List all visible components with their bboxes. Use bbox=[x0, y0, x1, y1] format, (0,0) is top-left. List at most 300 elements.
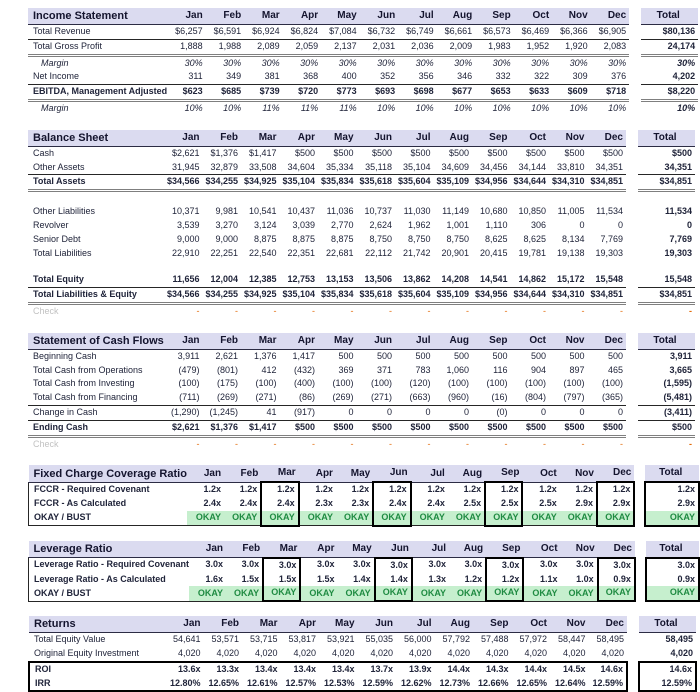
cell-value: $500 bbox=[549, 420, 588, 436]
cell-value: 35,118 bbox=[357, 161, 396, 175]
column-gap bbox=[626, 303, 638, 318]
cell-value: $500 bbox=[280, 420, 319, 436]
column-gap bbox=[635, 541, 646, 558]
cell-value: 2.4x bbox=[373, 497, 410, 511]
cell-value: (120) bbox=[409, 378, 431, 389]
cell-value: (663) bbox=[395, 391, 434, 405]
cell-value: - bbox=[466, 305, 469, 316]
column-gap bbox=[635, 558, 646, 573]
row-label: Total Assets bbox=[28, 175, 164, 191]
column-header: Apr bbox=[280, 130, 319, 147]
row-total: 3,911 bbox=[669, 350, 692, 361]
cell-value: 400 bbox=[321, 70, 360, 84]
cell-value: 352 bbox=[360, 70, 399, 84]
cell-value: 1.2x bbox=[539, 484, 557, 495]
column-header: Mar bbox=[263, 541, 300, 558]
cell-value: 1.2x bbox=[373, 482, 410, 497]
row-total: 14.6x bbox=[639, 662, 696, 677]
cell-value: 500 bbox=[415, 350, 431, 361]
cell-value: 1,962 bbox=[407, 219, 431, 230]
column-gap bbox=[635, 573, 646, 587]
column-header: Jan bbox=[165, 616, 204, 633]
column-header: May bbox=[318, 333, 357, 350]
cell-value: 15,172 bbox=[549, 273, 588, 287]
column-header: Apr bbox=[283, 8, 322, 25]
cell-value: $685 bbox=[206, 85, 245, 101]
row-total: 7,769 bbox=[669, 233, 692, 244]
section-header-row bbox=[29, 541, 700, 558]
cell-value: - bbox=[620, 305, 623, 316]
row-total: OKAY bbox=[645, 511, 699, 526]
row-label: Other Liabilities bbox=[33, 206, 96, 217]
cell-value: - bbox=[350, 438, 354, 449]
cell-value: 0 bbox=[617, 219, 623, 230]
cell-value: 1.2x bbox=[239, 484, 258, 495]
cell-value: 3,911 bbox=[177, 350, 200, 361]
cell-value: 10,371 bbox=[171, 206, 200, 217]
column-gap bbox=[626, 405, 638, 420]
column-header: Jul bbox=[395, 333, 434, 350]
row-label: OKAY / BUST bbox=[29, 586, 190, 601]
cell-value: (271) bbox=[357, 391, 396, 405]
row-total: $80,136 bbox=[641, 25, 698, 40]
column-header: Jun bbox=[373, 465, 410, 482]
cell-value: $34,644 bbox=[511, 288, 550, 304]
table-row bbox=[28, 219, 695, 233]
table-row bbox=[28, 405, 695, 420]
cell-value: - bbox=[196, 438, 200, 449]
column-header: May bbox=[319, 616, 358, 633]
cell-value: 4,020 bbox=[447, 647, 470, 658]
section-header-row bbox=[28, 8, 698, 25]
cell-value: $35,834 bbox=[318, 175, 357, 191]
cell-value: - bbox=[504, 305, 508, 316]
column-header: May bbox=[321, 8, 360, 25]
row-label: Total Liabilities bbox=[33, 247, 92, 258]
row-total: 34,351 bbox=[638, 161, 695, 175]
cell-value: 13.4x bbox=[319, 662, 358, 677]
row-label: Leverage Ratio - Required Covenant bbox=[29, 558, 190, 573]
column-header: Jul bbox=[395, 130, 434, 147]
cell-value: 13.4x bbox=[242, 662, 281, 677]
column-header: Jul bbox=[396, 616, 435, 633]
cell-value: $6,591 bbox=[206, 25, 245, 40]
cell-value: 22,112 bbox=[365, 247, 392, 258]
cell-value: 2.4x bbox=[427, 498, 445, 509]
column-header: Nov bbox=[552, 8, 591, 25]
cell-value: $35,109 bbox=[434, 175, 473, 191]
cell-value: 1.1x bbox=[540, 573, 558, 584]
cell-value: 1,376 bbox=[253, 350, 277, 361]
total-column-header: Total bbox=[641, 8, 698, 25]
cell-value: 30% bbox=[569, 57, 588, 68]
cell-value: 34,609 bbox=[434, 161, 473, 175]
column-header: Nov bbox=[549, 333, 588, 350]
cell-value: 12,753 bbox=[280, 273, 319, 287]
row-label: OKAY / BUST bbox=[29, 511, 187, 526]
column-header: Feb bbox=[203, 130, 242, 147]
column-gap bbox=[627, 662, 639, 677]
cell-value: 30% bbox=[608, 57, 627, 68]
column-header: May bbox=[338, 541, 375, 558]
cell-value: (797) bbox=[549, 391, 588, 405]
cell-value: 13.6x bbox=[165, 662, 204, 677]
cell-value: 19,781 bbox=[518, 247, 546, 258]
column-header: Jan bbox=[164, 333, 203, 350]
cell-value: 22,910 bbox=[171, 247, 200, 258]
cell-value: 21,742 bbox=[402, 247, 431, 258]
table-row bbox=[28, 349, 695, 363]
table-row bbox=[28, 70, 698, 84]
cell-value: 13,153 bbox=[318, 273, 357, 287]
cell-value: $500 bbox=[371, 147, 392, 158]
section-title: Balance Sheet bbox=[28, 130, 164, 147]
cell-value: 1.2x bbox=[261, 482, 298, 497]
cell-value: OKAY bbox=[411, 511, 448, 526]
cell-value: - bbox=[543, 438, 546, 449]
cell-value: 0 bbox=[395, 405, 434, 420]
cell-value: 4,020 bbox=[408, 647, 432, 658]
cell-value: $500 bbox=[448, 147, 469, 158]
cell-value: 14.6x bbox=[589, 662, 628, 677]
cell-value: 11% bbox=[300, 102, 319, 113]
cell-value: 10% bbox=[608, 102, 627, 113]
column-gap bbox=[629, 25, 641, 40]
column-header: Dec bbox=[589, 616, 628, 633]
cell-value: (711) bbox=[164, 391, 203, 405]
cell-value: 12,004 bbox=[203, 273, 242, 287]
cell-value: 30% bbox=[223, 57, 242, 68]
cell-value: $6,824 bbox=[283, 25, 322, 40]
cell-value: 465 bbox=[607, 364, 623, 375]
cell-value: 1.4x bbox=[375, 573, 412, 587]
column-gap bbox=[635, 586, 646, 601]
cell-value: 4,020 bbox=[293, 647, 316, 658]
cell-value: 11,005 bbox=[557, 206, 585, 217]
cell-value: 1,110 bbox=[485, 219, 508, 230]
cell-value: 13,862 bbox=[395, 273, 434, 287]
cell-value: $500 bbox=[395, 420, 434, 436]
row-total: 0.9x bbox=[646, 573, 699, 587]
row-label: Revolver bbox=[33, 219, 69, 230]
cell-value: OKAY bbox=[375, 586, 412, 601]
column-header: Aug bbox=[435, 616, 474, 633]
cell-value: 8,875 bbox=[330, 233, 354, 244]
cell-value: $7,084 bbox=[321, 25, 360, 40]
cell-value: 2,009 bbox=[437, 39, 476, 55]
cell-value: 1,001 bbox=[446, 219, 469, 230]
cell-value: 35,104 bbox=[395, 161, 434, 175]
cell-value: (100) bbox=[255, 378, 277, 389]
cell-value: 11,036 bbox=[326, 206, 354, 217]
column-header: Nov bbox=[560, 465, 597, 482]
cell-value: $34,925 bbox=[241, 288, 280, 304]
column-gap bbox=[626, 436, 638, 451]
row-label: Margin bbox=[41, 102, 69, 113]
cell-value: $6,732 bbox=[360, 25, 399, 40]
cell-value: (804) bbox=[511, 391, 550, 405]
cell-value: 1.2x bbox=[203, 484, 222, 495]
row-label: Margin bbox=[41, 57, 69, 68]
cell-value: 14,862 bbox=[511, 273, 550, 287]
column-header: Mar bbox=[244, 8, 283, 25]
cell-value: 1,988 bbox=[206, 39, 245, 55]
column-header: Feb bbox=[226, 541, 263, 558]
table-row bbox=[28, 420, 695, 436]
total-column-header: Total bbox=[645, 465, 699, 482]
cell-value: OKAY bbox=[336, 511, 373, 526]
column-header: Jun bbox=[360, 8, 399, 25]
cell-value: (917) bbox=[280, 405, 319, 420]
cell-value: 30% bbox=[338, 57, 357, 68]
cell-value: 10% bbox=[569, 102, 588, 113]
cell-value: - bbox=[350, 305, 354, 316]
cell-value: 13.4x bbox=[281, 662, 320, 677]
column-gap bbox=[629, 85, 641, 101]
cell-value: 8,875 bbox=[292, 233, 315, 244]
column-gap bbox=[626, 333, 638, 350]
cell-value: - bbox=[427, 438, 431, 449]
total-column-header: Total bbox=[639, 616, 696, 633]
row-label: Check bbox=[33, 305, 59, 316]
section-title: Statement of Cash Flows bbox=[28, 333, 164, 350]
column-header: Feb bbox=[204, 616, 243, 633]
cell-value: 8,750 bbox=[446, 233, 469, 244]
column-gap bbox=[634, 482, 645, 497]
cell-value: 20,901 bbox=[441, 247, 469, 258]
cell-value: 10,737 bbox=[364, 206, 392, 217]
column-header: Oct bbox=[523, 541, 560, 558]
cell-value: 500 bbox=[530, 350, 546, 361]
column-header: Mar bbox=[241, 130, 280, 147]
cell-value: $34,566 bbox=[164, 175, 203, 191]
cell-value: 309 bbox=[552, 70, 591, 84]
cell-value: 20,415 bbox=[479, 247, 508, 258]
cell-value: 22,681 bbox=[325, 247, 354, 258]
cell-value: $718 bbox=[591, 85, 630, 101]
table-row bbox=[28, 25, 698, 40]
cell-value: 1.2x bbox=[486, 573, 523, 587]
cell-value: OKAY bbox=[561, 586, 598, 601]
cell-value: 3.0x bbox=[428, 559, 447, 570]
cell-value: 3.0x bbox=[317, 559, 335, 570]
cell-value: 1,060 bbox=[446, 364, 469, 375]
column-header: May bbox=[318, 130, 357, 147]
table-row bbox=[28, 161, 695, 175]
column-header: Aug bbox=[449, 541, 486, 558]
table-row bbox=[28, 55, 698, 70]
column-gap bbox=[626, 420, 638, 436]
cell-value: $35,104 bbox=[280, 175, 319, 191]
cell-value: 8,875 bbox=[253, 233, 277, 244]
cell-value: 3.0x bbox=[375, 558, 412, 573]
cell-value: 2,137 bbox=[321, 39, 360, 55]
cell-value: $609 bbox=[552, 85, 591, 101]
row-total: 58,495 bbox=[665, 634, 693, 645]
section-header-row bbox=[28, 333, 695, 350]
cell-value: 10% bbox=[454, 102, 473, 113]
cell-value: 58,495 bbox=[596, 634, 624, 645]
cell-value: 9,000 bbox=[176, 233, 200, 244]
row-total: OKAY bbox=[646, 586, 699, 601]
cell-value: $500 bbox=[294, 147, 315, 158]
table-row bbox=[28, 377, 695, 391]
cell-value: $6,661 bbox=[437, 25, 476, 40]
cell-value: 55,035 bbox=[365, 634, 393, 645]
column-header: Jun bbox=[375, 541, 412, 558]
cell-value: 9,981 bbox=[215, 206, 238, 217]
cell-value: $500 bbox=[410, 147, 431, 158]
cell-value: 500 bbox=[453, 350, 469, 361]
cell-value: $500 bbox=[487, 147, 508, 158]
cell-value: 30% bbox=[377, 57, 396, 68]
row-label: Cash bbox=[33, 147, 55, 158]
cell-value: $1,376 bbox=[203, 420, 242, 436]
column-header: Oct bbox=[511, 333, 550, 350]
column-header: Jan bbox=[187, 465, 224, 482]
column-gap bbox=[626, 233, 638, 247]
cell-value: 30% bbox=[184, 57, 203, 68]
row-label: Total Equity Value bbox=[34, 634, 106, 645]
section-cash-flows bbox=[28, 333, 695, 452]
cell-value: 2,624 bbox=[369, 219, 392, 230]
cell-value: 2,083 bbox=[591, 39, 630, 55]
column-header: Nov bbox=[549, 130, 588, 147]
cell-value: 783 bbox=[415, 364, 431, 375]
cell-value: (271) bbox=[241, 391, 280, 405]
cell-value: 2,059 bbox=[283, 39, 322, 55]
cell-value: 4,020 bbox=[485, 647, 509, 658]
cell-value: OKAY bbox=[189, 586, 226, 601]
cell-value: 12.80% bbox=[165, 677, 204, 692]
cell-value: 2.4x bbox=[261, 497, 298, 511]
cell-value: OKAY bbox=[299, 511, 336, 526]
column-gap bbox=[629, 8, 641, 25]
cell-value: 8,134 bbox=[561, 233, 585, 244]
cell-value: $500 bbox=[318, 420, 357, 436]
cell-value: $698 bbox=[398, 85, 437, 101]
cell-value: 2,036 bbox=[398, 39, 437, 55]
column-header: Jan bbox=[189, 541, 226, 558]
cell-value: - bbox=[504, 438, 508, 449]
cell-value: - bbox=[620, 438, 623, 449]
column-gap bbox=[626, 288, 638, 304]
section-header-row bbox=[28, 130, 695, 147]
cell-value: 3.0x bbox=[353, 559, 371, 570]
row-total: $34,851 bbox=[638, 175, 695, 191]
cell-value: 2.4x bbox=[203, 498, 222, 509]
cell-value: OKAY bbox=[560, 511, 597, 526]
row-label: Total Cash from Operations bbox=[33, 364, 143, 375]
column-gap bbox=[626, 130, 638, 147]
row-label: Ending Cash bbox=[28, 420, 164, 436]
row-total: $34,851 bbox=[638, 288, 695, 304]
row-label: Change in Cash bbox=[28, 405, 164, 420]
cell-value: 4,020 bbox=[601, 647, 624, 658]
column-header: Apr bbox=[299, 465, 336, 482]
cell-value: 41 bbox=[241, 405, 280, 420]
cell-value: 10,680 bbox=[479, 206, 508, 217]
cell-value: 30% bbox=[454, 57, 473, 68]
column-gap bbox=[626, 364, 638, 378]
cell-value: (269) bbox=[203, 391, 242, 405]
cell-value: - bbox=[196, 305, 200, 316]
cell-value: 10% bbox=[184, 102, 203, 113]
cell-value: 1.5x bbox=[263, 573, 300, 587]
cell-value: 1.2x bbox=[485, 482, 522, 497]
cell-value: 4,020 bbox=[177, 647, 201, 658]
table-row bbox=[29, 677, 696, 692]
cell-value: $677 bbox=[437, 85, 476, 101]
cell-value: $6,366 bbox=[552, 25, 591, 40]
row-label: Check bbox=[33, 438, 59, 449]
cell-value: $500 bbox=[588, 420, 627, 436]
row-total: 0 bbox=[686, 219, 692, 230]
cell-value: 2.5x bbox=[485, 497, 522, 511]
cell-value: - bbox=[466, 438, 469, 449]
cell-value: 22,251 bbox=[210, 247, 238, 258]
cell-value: (100) bbox=[563, 378, 585, 389]
cell-value: 1,888 bbox=[167, 39, 206, 55]
cell-value: (100) bbox=[178, 378, 200, 389]
cell-value: 30% bbox=[531, 57, 550, 68]
cell-value: $6,257 bbox=[167, 25, 206, 40]
cell-value: 500 bbox=[492, 350, 508, 361]
cell-value: 356 bbox=[398, 70, 437, 84]
column-gap bbox=[629, 55, 641, 70]
cell-value: OKAY bbox=[263, 586, 300, 601]
cell-value: 3.0x bbox=[576, 559, 594, 570]
cell-value: 13.7x bbox=[358, 662, 397, 677]
row-total: (1,595) bbox=[663, 378, 692, 389]
cell-value: OKAY bbox=[448, 511, 485, 526]
cell-value: 1.0x bbox=[576, 573, 594, 584]
column-header: Mar bbox=[242, 616, 281, 633]
cell-value: 3.0x bbox=[598, 558, 635, 573]
column-gap bbox=[626, 377, 638, 391]
cell-value: $720 bbox=[283, 85, 322, 101]
cell-value: $34,956 bbox=[472, 288, 511, 304]
cell-value: 30% bbox=[492, 57, 511, 68]
cell-value: 57,972 bbox=[519, 634, 547, 645]
cell-value: 58,447 bbox=[557, 634, 586, 645]
cell-value: $34,851 bbox=[588, 288, 627, 304]
cell-value: $34,644 bbox=[511, 175, 550, 191]
column-header: Jan bbox=[164, 130, 203, 147]
cell-value: 14,208 bbox=[434, 273, 473, 287]
cell-value: 11% bbox=[262, 102, 280, 113]
column-header: Feb bbox=[203, 333, 242, 350]
cell-value: 369 bbox=[338, 364, 354, 375]
column-header: Jul bbox=[412, 541, 449, 558]
cell-value: (479) bbox=[178, 364, 200, 375]
cell-value: 35,334 bbox=[318, 161, 357, 175]
table-row bbox=[29, 633, 696, 647]
column-gap bbox=[626, 146, 638, 160]
cell-value: $34,310 bbox=[549, 288, 588, 304]
cell-value: (16) bbox=[472, 391, 511, 405]
cell-value: 500 bbox=[607, 350, 623, 361]
column-header: Apr bbox=[280, 333, 319, 350]
cell-value: 15,548 bbox=[588, 273, 627, 287]
cell-value: 306 bbox=[530, 219, 546, 230]
cell-value: (86) bbox=[280, 391, 319, 405]
column-gap bbox=[629, 70, 641, 84]
row-total: $500 bbox=[638, 420, 695, 436]
cell-value: 56,000 bbox=[403, 634, 432, 645]
cell-value: $1,417 bbox=[241, 420, 280, 436]
column-gap bbox=[629, 39, 641, 55]
